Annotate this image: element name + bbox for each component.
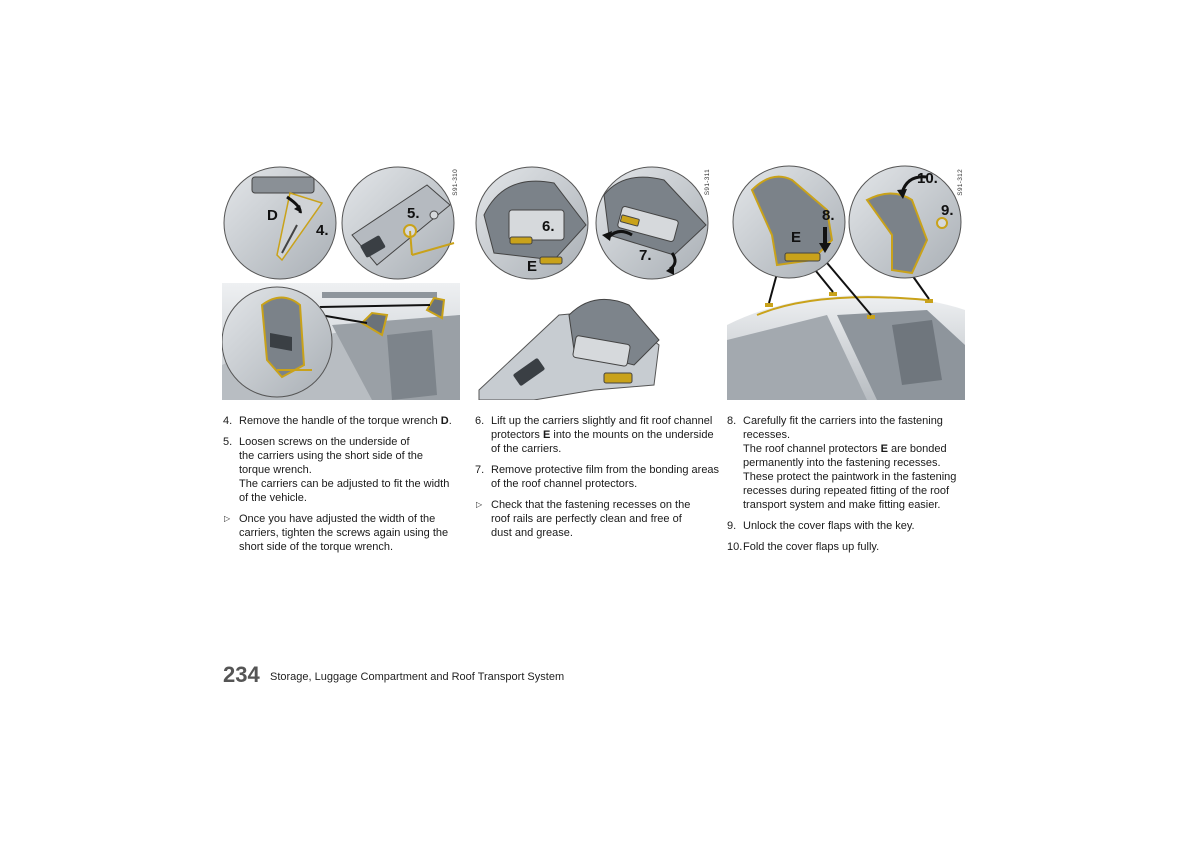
step-line: torque wrench. — [239, 464, 312, 476]
step-number: 9. — [727, 520, 737, 532]
step-line: Loosen screws on the underside of — [239, 436, 410, 448]
step-line: the carriers using the short side of the — [239, 450, 424, 462]
note-line: dust and grease. — [491, 527, 573, 539]
callout-step-4: 4. — [316, 222, 329, 239]
figure-code: S91-311 — [704, 169, 711, 196]
step-line: recesses during repeated fitting of the roof — [743, 485, 950, 497]
page-number: 234 — [223, 662, 260, 687]
note-line: short side of the torque wrench. — [239, 541, 394, 553]
step-number: 8. — [727, 415, 737, 427]
step-number: 6. — [475, 415, 485, 427]
step-line: Lift up the carriers slightly and fit roof channel — [491, 415, 713, 427]
step-5 — [223, 435, 463, 505]
step-line-with-ref — [743, 442, 972, 456]
step-text-end: into the mounts on the underside — [550, 429, 714, 441]
callout-step-8: 8. — [822, 207, 835, 224]
note-tighten-screws — [223, 512, 463, 554]
illustration-svg-3 — [727, 165, 965, 400]
step-text: Unlock the cover flaps with the key. — [743, 520, 915, 532]
callout-e: E — [791, 229, 802, 246]
step-number: 4. — [223, 415, 233, 427]
illustration-carrier-adjustment — [222, 165, 460, 400]
step-number: 5. — [223, 436, 233, 448]
step-text: Remove the handle of the torque wrench — [239, 415, 441, 427]
callout-e: E — [527, 258, 538, 275]
step-line: transport system and make fitting easier. — [743, 499, 941, 511]
step-line: permanently into the fastening recesses. — [743, 457, 941, 469]
step-text-end: . — [448, 415, 452, 427]
step-number: 7. — [475, 464, 485, 476]
step-number: 10. — [727, 541, 743, 553]
step-line: of the carriers. — [491, 443, 562, 455]
illustration-svg-2 — [474, 165, 712, 400]
step-text-end: are bonded — [887, 443, 947, 455]
section-title: Storage, Luggage Compartment and Roof Transport System — [270, 671, 565, 683]
step-bold-ref: E — [542, 429, 551, 441]
text-column-3 — [727, 414, 972, 561]
step-text: Fold the cover flaps up fully. — [743, 541, 880, 553]
triangle-bullet-icon: ▷ — [476, 500, 483, 509]
step-text: The roof channel protectors — [743, 443, 881, 455]
callout-step-5: 5. — [407, 205, 420, 222]
step-line: of the roof channel protectors. — [491, 478, 638, 490]
callout-step-9: 9. — [941, 202, 954, 219]
step-line: The carriers can be adjusted to fit the width — [239, 478, 450, 490]
step-text: protectors — [491, 429, 543, 441]
step-bold-ref: D — [440, 415, 449, 427]
step-line: Carefully fit the carriers into the fastening — [743, 415, 943, 427]
text-column-1 — [223, 414, 463, 561]
step-line-with-ref — [491, 428, 720, 442]
illustration-fastening-recesses — [727, 165, 965, 400]
figure-code: S91-310 — [452, 169, 459, 196]
note-clean-recesses — [475, 498, 720, 540]
figure-code: S91-312 — [957, 169, 964, 196]
illustration-roof-channel-protectors — [474, 165, 712, 400]
note-line: Check that the fastening recesses on the — [491, 499, 691, 511]
step-8 — [727, 414, 972, 512]
step-9 — [727, 519, 972, 533]
callout-step-7: 7. — [639, 247, 652, 264]
step-line: of the vehicle. — [239, 492, 307, 504]
note-line: carriers, tighten the screws again using the — [239, 527, 449, 539]
step-line: recesses. — [743, 429, 791, 441]
illustration-svg-1 — [222, 165, 460, 400]
callout-step-10: 10. — [917, 170, 938, 187]
step-6 — [475, 414, 720, 456]
callout-d: D — [267, 207, 278, 224]
triangle-bullet-icon: ▷ — [224, 514, 231, 523]
callout-step-6: 6. — [542, 218, 555, 235]
step-7 — [475, 463, 720, 491]
note-line: Once you have adjusted the width of the — [239, 513, 436, 525]
step-bold-ref: E — [880, 443, 888, 455]
step-4 — [223, 414, 463, 428]
step-line: These protect the paintwork in the fastening — [743, 471, 957, 483]
step-line: Remove protective film from the bonding areas — [491, 464, 720, 476]
note-line: roof rails are perfectly clean and free of — [491, 513, 682, 525]
text-column-2 — [475, 414, 720, 547]
step-10 — [727, 540, 972, 554]
